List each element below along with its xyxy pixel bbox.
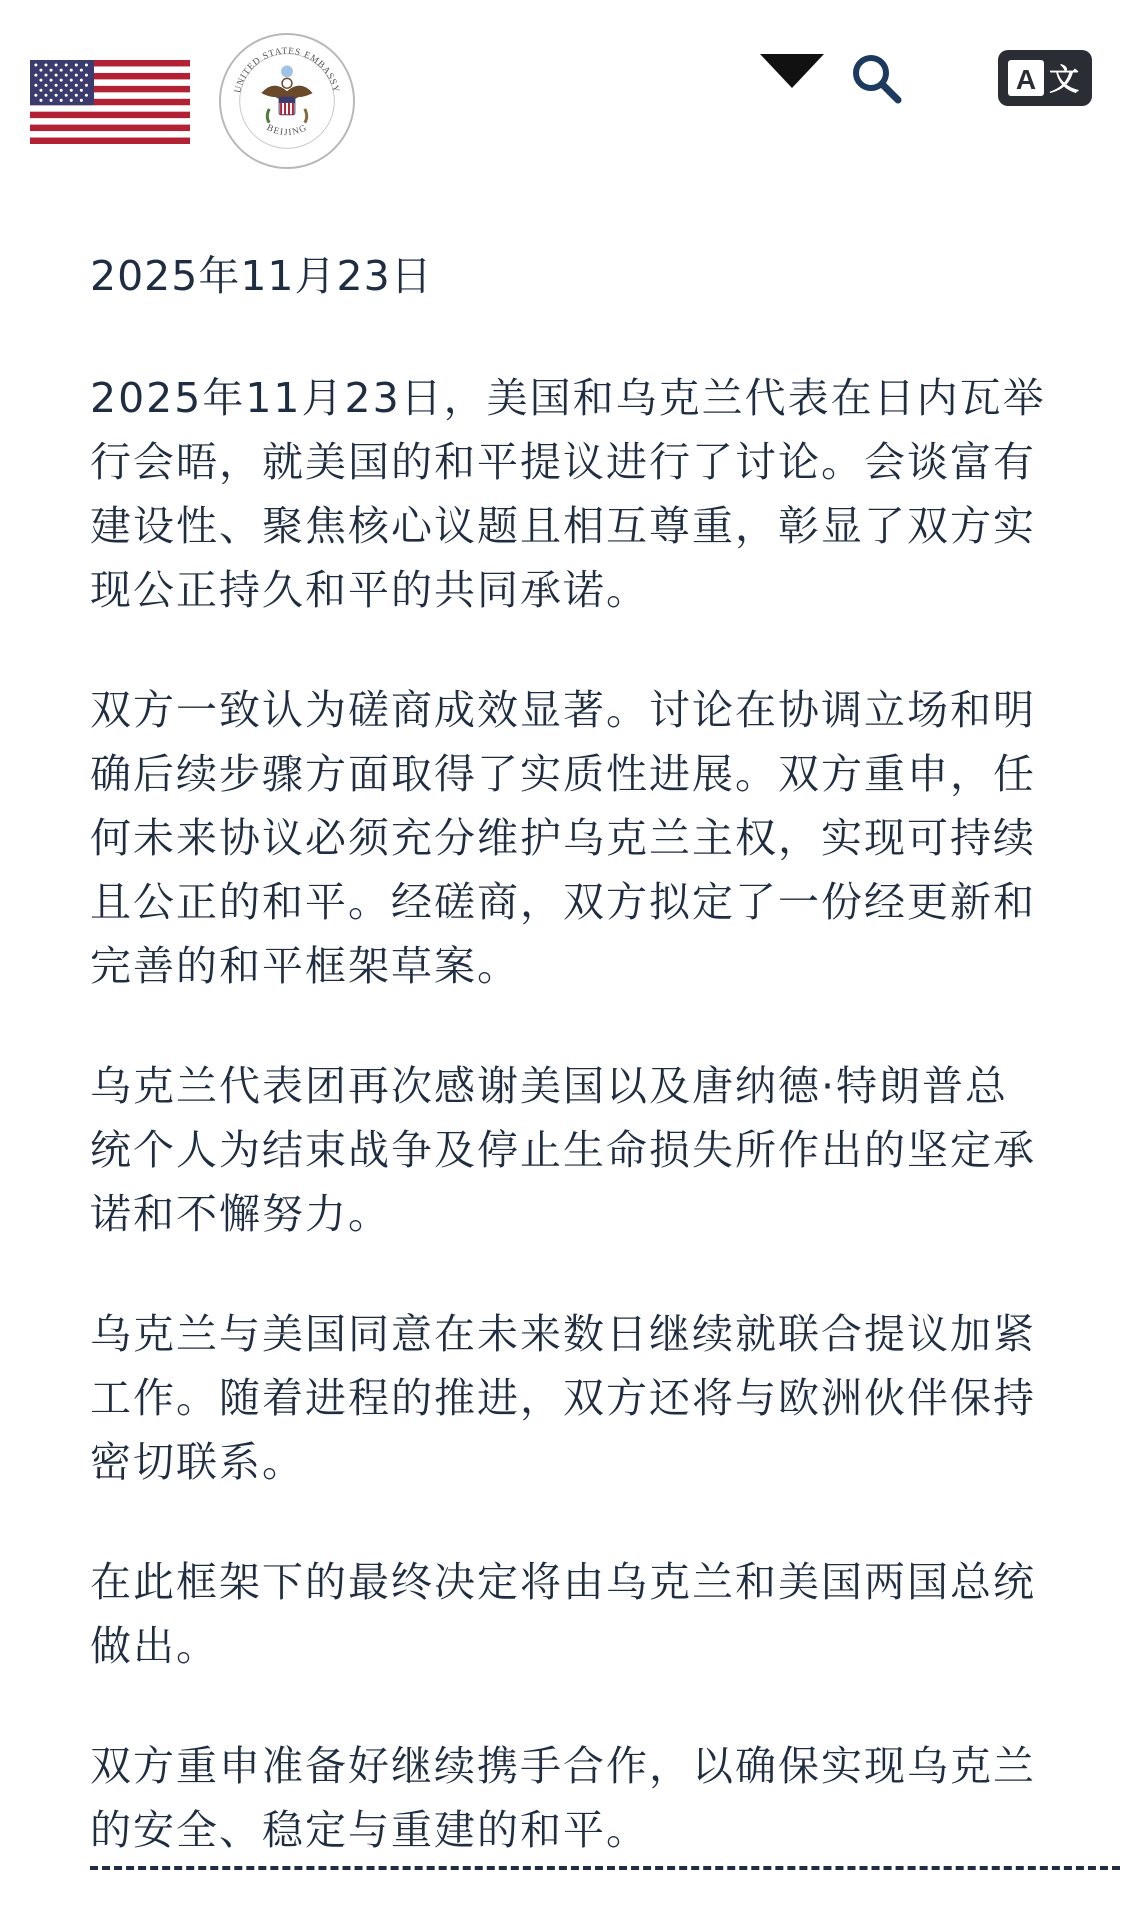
article-paragraph: 双方重申准备好继续携手合作，以确保实现乌克兰的安全、稳定与重建的和平。 xyxy=(90,1742,1036,1854)
article-paragraph: 2025年11月23日，美国和乌克兰代表在日内瓦举行会晤，就美国的和平提议进行了讨论。会谈富有建设性、聚焦核心议题且相互尊重，彰显了双方实现公正持久和平的共同承诺。 xyxy=(90,374,1046,614)
translate-button[interactable] xyxy=(998,50,1092,106)
embassy-seal-icon[interactable] xyxy=(218,32,356,170)
translate-label-a: A xyxy=(1015,64,1037,95)
us-flag-icon[interactable] xyxy=(30,60,190,144)
triangle-down-icon[interactable] xyxy=(760,54,824,88)
section-divider xyxy=(90,1866,1120,1874)
translate-label-zh: 文 xyxy=(1049,63,1079,98)
article-paragraph: 乌克兰与美国同意在未来数日继续就联合提议加紧工作。随着进程的推进，双方还将与欧洲伙伴保持密切联系。 xyxy=(90,1310,1036,1486)
site-header xyxy=(0,0,1125,180)
article-body xyxy=(90,246,1050,1918)
article-paragraph: 在此框架下的最终决定将由乌克兰和美国两国总统做出。 xyxy=(90,1558,1036,1670)
search-icon[interactable] xyxy=(848,50,904,106)
seal-text-top: UNITED STATES EMBASSY xyxy=(233,46,341,95)
translate-icon xyxy=(998,50,1092,106)
article-date: 2025年11月23日 xyxy=(90,252,433,300)
article-paragraph: 双方一致认为磋商成效显著。讨论在协调立场和明确后续步骤方面取得了实质性进展。双方重申，任何未来协议必须充分维护乌克兰主权，实现可持续且公正的和平。经磋商，双方拟定了一份经更新和完善的和平框架草案。 xyxy=(90,686,1036,990)
article-paragraph: 乌克兰代表团再次感谢美国以及唐纳德·特朗普总统个人为结束战争及停止生命损失所作出的坚定承诺和不懈努力。 xyxy=(90,1062,1036,1238)
seal-text-bottom: BEIJING xyxy=(264,123,310,139)
